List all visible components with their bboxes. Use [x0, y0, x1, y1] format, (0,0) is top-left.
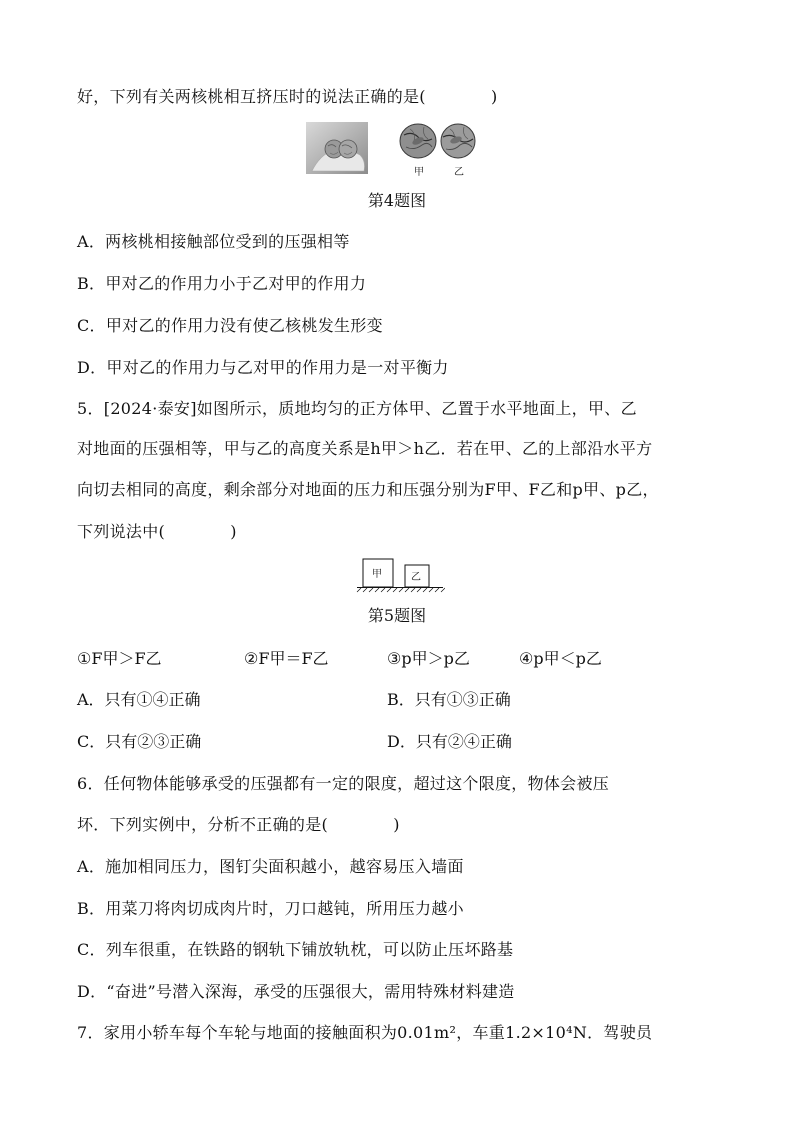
walnut-yi-icon: [441, 124, 475, 158]
hand-walnut-photo: [306, 122, 368, 174]
q5-stem-line-1: 5．[2024·泰安]如图所示，质地均匀的正方体甲、乙置于水平地面上，甲、乙: [77, 399, 637, 418]
q5-stem-line-4: 下列说法中( ): [77, 522, 237, 541]
q5-statement-3: ③p甲＞p乙: [387, 649, 470, 668]
walnut-jia-label: 甲: [414, 167, 424, 178]
q5-options-row-1: [77, 689, 717, 711]
q6-stem-line-1: 6．任何物体能够承受的压强都有一定的限度，超过这个限度，物体会被压: [77, 774, 610, 793]
q4-figure-caption: 第4题图: [367, 191, 427, 210]
q5-options-row-2: [77, 731, 717, 753]
q5-figure-caption: 第5题图: [367, 606, 427, 625]
cube-jia-label: 甲: [372, 569, 382, 580]
q4-option-d: D．甲对乙的作用力与乙对甲的作用力是一对平衡力: [77, 358, 449, 377]
q5-statements: [77, 648, 717, 670]
q4-figure: [306, 121, 482, 181]
q5-stem-line-2: 对地面的压强相等，甲与乙的高度关系是h甲＞h乙．若在甲、乙的上部沿水平方: [77, 439, 653, 458]
q4-stem: 好，下列有关两核桃相互挤压时的说法正确的是( ): [77, 87, 498, 106]
q4-option-c: C．甲对乙的作用力没有使乙核桃发生形变: [77, 316, 383, 335]
q4-option-b: B．甲对乙的作用力小于乙对甲的作用力: [77, 274, 367, 293]
walnut-jia-icon: [400, 124, 436, 158]
q6-option-c: C．列车很重，在铁路的钢轨下铺放轨枕，可以防止压坏路基: [77, 940, 514, 959]
q5-option-b: B．只有①③正确: [387, 690, 511, 709]
q5-stem-line-3: 向切去相同的高度，剩余部分对地面的压力和压强分别为F甲、F乙和p甲、p乙，: [77, 480, 659, 499]
q6-option-a: A．施加相同压力，图钉尖面积越小，越容易压入墙面: [77, 857, 464, 876]
walnut-yi-label: 乙: [454, 167, 464, 178]
q5-option-c: C．只有②③正确: [77, 732, 202, 751]
q5-option-d: D．只有②④正确: [387, 732, 512, 751]
q6-option-d: D．“奋进”号潜入深海，承受的压强很大，需用特殊材料建造: [77, 982, 515, 1001]
q5-figure: [355, 557, 445, 593]
q5-statement-1: ①F甲＞F乙: [77, 649, 162, 668]
q5-statement-2: ②F甲＝F乙: [244, 649, 329, 668]
ground-hatching: [357, 588, 445, 592]
q5-option-a: A．只有①④正确: [77, 690, 201, 709]
cube-yi-label: 乙: [411, 572, 421, 583]
q4-option-a: A．两核桃相接触部位受到的压强相等: [77, 232, 350, 251]
q6-option-b: B．用菜刀将肉切成肉片时，刀口越钝，所用压力越小: [77, 899, 464, 918]
q5-statement-4: ④p甲＜p乙: [519, 649, 602, 668]
q6-stem-line-2: 坏．下列实例中，分析不正确的是( ): [77, 815, 400, 834]
q7-stem-line-1: 7．家用小轿车每个车轮与地面的接触面积为0.01m²，车重1.2×10⁴N．驾驶员: [77, 1023, 653, 1042]
